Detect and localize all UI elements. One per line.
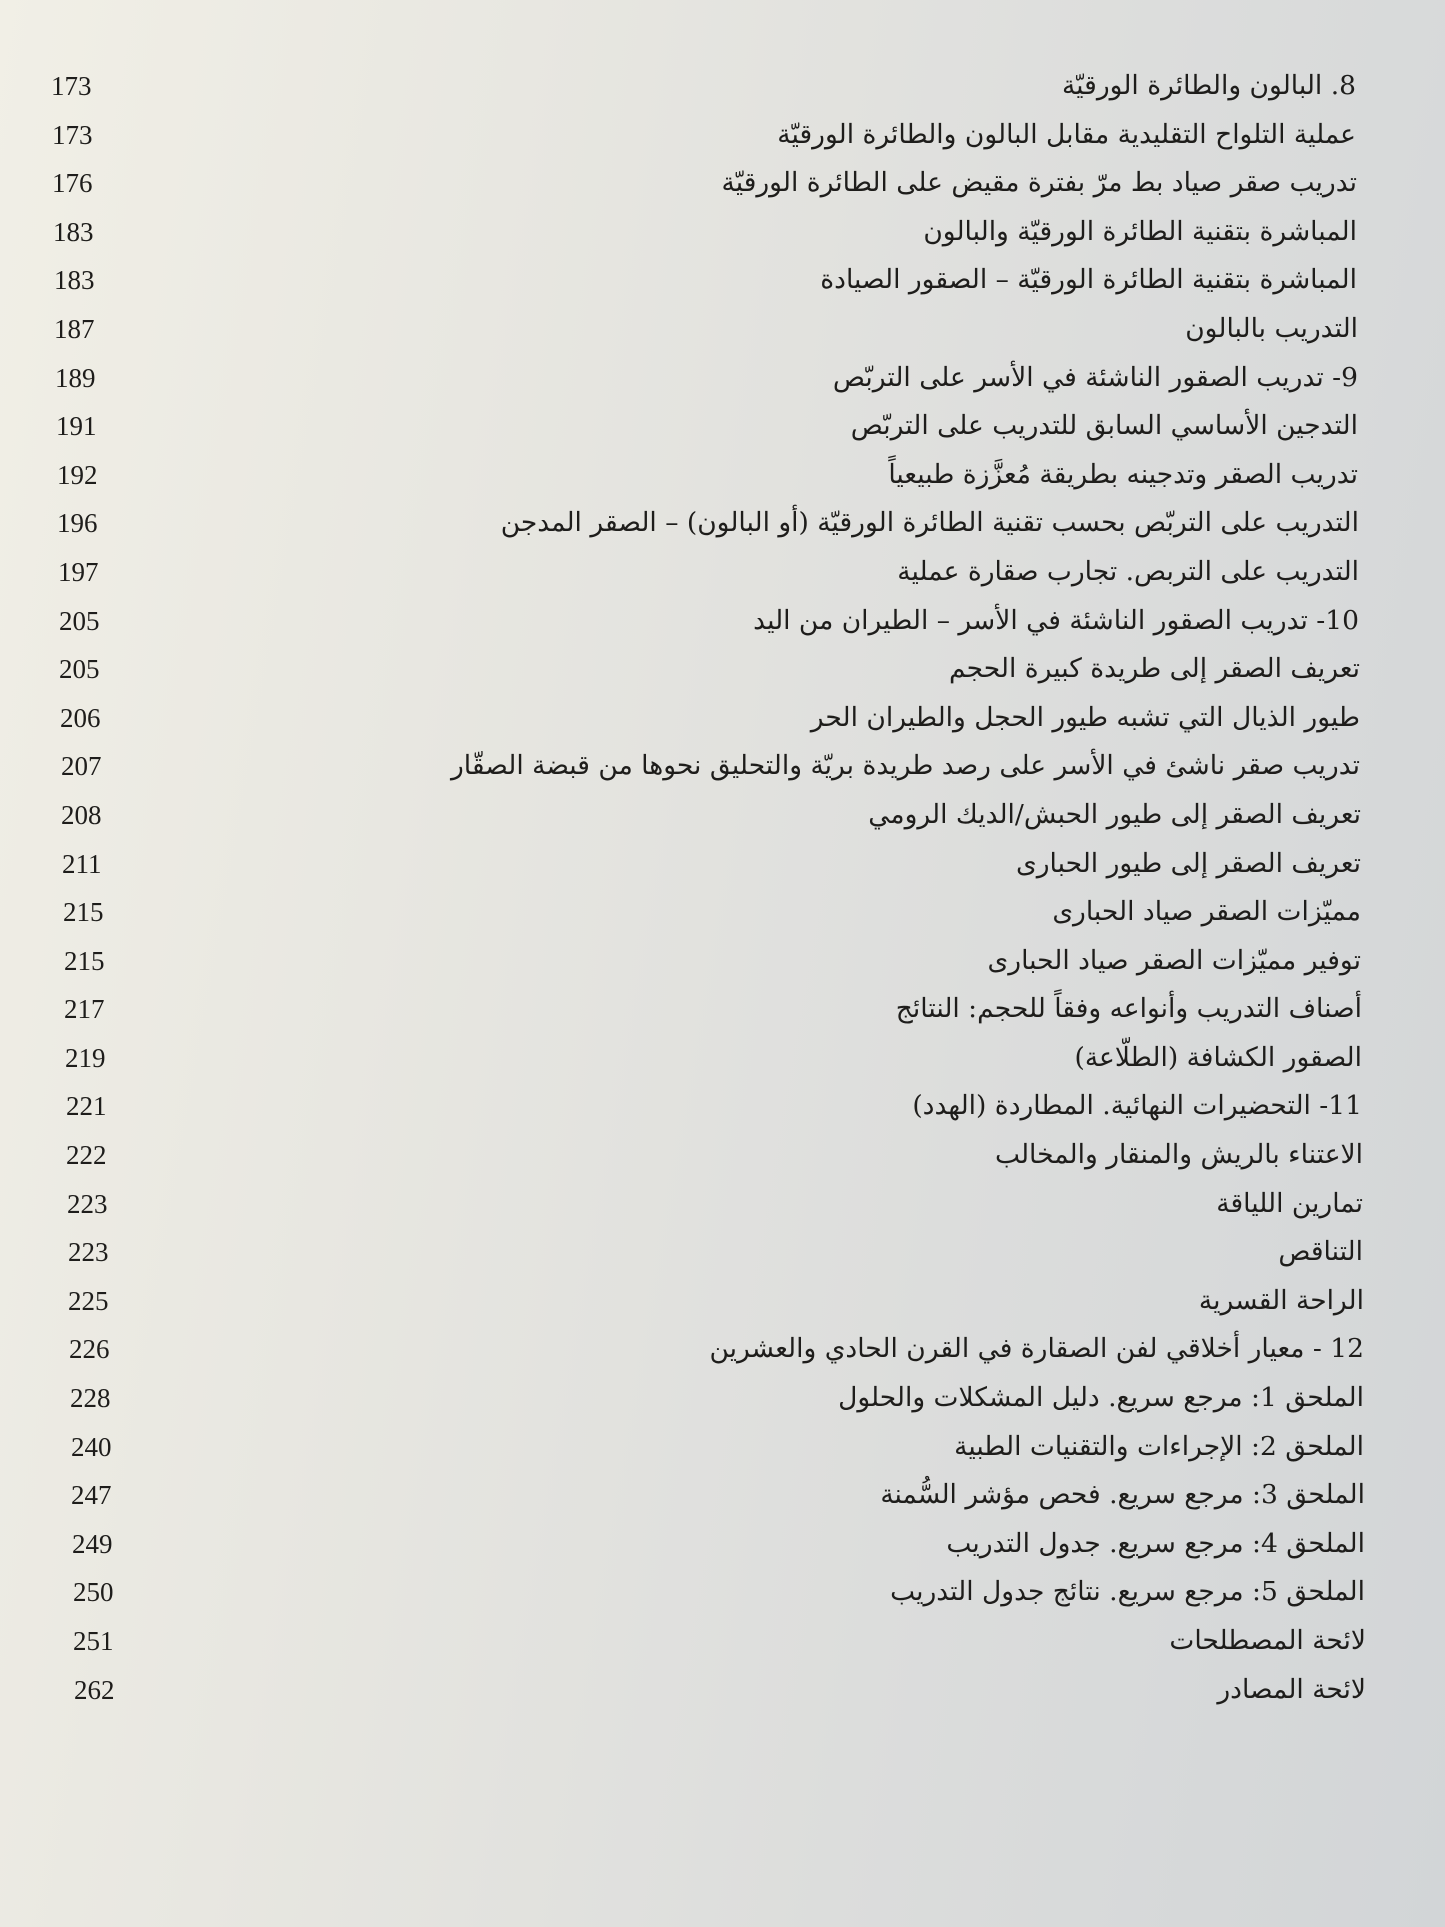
toc-entry-page-number: 240 bbox=[71, 1431, 112, 1462]
toc-entry-title: الصقور الكشافة (الطلّاعة) bbox=[1074, 1041, 1362, 1073]
toc-entry-title: 10- تدريب الصقور الناشئة في الأسر – الطيران من اليد bbox=[753, 604, 1359, 636]
toc-entry-page-number: 173 bbox=[52, 119, 93, 150]
toc-entry-page-number: 249 bbox=[72, 1528, 113, 1559]
toc-entry-page-number: 250 bbox=[73, 1577, 114, 1608]
toc-entry-page-number: 189 bbox=[55, 362, 96, 393]
toc-entry bbox=[40, 305, 1360, 354]
toc-entry-page-number: 208 bbox=[61, 799, 102, 830]
toc-entry-title: تدريب صقر صياد بط مرّ بفترة مقيض على الطائرة الورقيّة bbox=[721, 167, 1357, 199]
toc-entry bbox=[40, 937, 1360, 986]
toc-entry bbox=[40, 1471, 1365, 1520]
toc-entry-title: توفير مميّزات الصقر صياد الحبارى bbox=[987, 944, 1361, 976]
toc-entry-title: عملية التلواح التقليدية مقابل البالون والطائرة الورقيّة bbox=[777, 118, 1356, 150]
toc-entry-title: الملحق 1: مرجع سريع. دليل المشكلات والحلول bbox=[838, 1382, 1364, 1414]
toc-entry-page-number: 225 bbox=[68, 1285, 109, 1316]
toc-entry bbox=[40, 888, 1360, 937]
toc-entry-page-number: 247 bbox=[71, 1480, 112, 1511]
toc-entry-title: التدريب على التربص. تجارب صقارة عملية bbox=[897, 555, 1359, 587]
toc-entry bbox=[40, 1423, 1364, 1472]
toc-entry-page-number: 173 bbox=[51, 71, 92, 101]
toc-entry-page-number: 251 bbox=[73, 1626, 114, 1656]
toc-entry bbox=[40, 597, 1360, 646]
toc-entry bbox=[40, 1325, 1364, 1374]
toc-entry bbox=[40, 1520, 1365, 1569]
toc-entry bbox=[40, 62, 1360, 111]
toc-entry-page-number: 228 bbox=[70, 1383, 111, 1414]
toc-entry-page-number: 215 bbox=[63, 897, 104, 928]
toc-entry bbox=[40, 159, 1360, 208]
toc-entry-title: تمارين اللياقة bbox=[1216, 1187, 1363, 1219]
toc-entry-title: لائحة المصطلحات bbox=[1169, 1625, 1366, 1656]
toc-entry bbox=[40, 1131, 1363, 1180]
toc-entry-page-number: 262 bbox=[74, 1674, 115, 1705]
toc-entry bbox=[40, 354, 1360, 403]
toc-entry bbox=[40, 1666, 1366, 1715]
toc-entry bbox=[40, 208, 1360, 257]
toc-entry bbox=[40, 840, 1360, 889]
toc-entry-title: 12 - معيار أخلاقي لفن الصقارة في القرن الحادي والعشرين bbox=[709, 1333, 1364, 1365]
toc-entry-page-number: 183 bbox=[53, 216, 94, 247]
toc-entry-title: التدريب على التربّص بحسب تقنية الطائرة الورقيّة (أو البالون) – الصقر المدجن bbox=[500, 507, 1359, 539]
toc-entry-page-number: 183 bbox=[54, 265, 95, 296]
toc-entry bbox=[40, 1082, 1360, 1131]
toc-entry-title: تعريف الصقر إلى طيور الحبش/الديك الرومي bbox=[868, 798, 1361, 830]
toc-entry-page-number: 187 bbox=[54, 313, 95, 344]
toc-entry-page-number: 206 bbox=[60, 702, 101, 733]
toc-entry-page-number: 219 bbox=[65, 1042, 106, 1073]
toc-entry-title: الملحق 4: مرجع سريع. جدول التدريب bbox=[946, 1527, 1365, 1559]
toc-entry-title: تعريف الصقر إلى طيور الحبارى bbox=[1016, 847, 1361, 879]
toc-entry-title: تدريب الصقر وتدجينه بطريقة مُعزَّزة طبيعياً bbox=[888, 458, 1358, 490]
toc-entry-title: الملحق 2: الإجراءات والتقنيات الطبية bbox=[954, 1430, 1364, 1462]
toc-entry-page-number: 176 bbox=[52, 168, 93, 199]
toc-entry bbox=[40, 111, 1360, 160]
toc-entry bbox=[40, 402, 1360, 451]
toc-entry-page-number: 205 bbox=[59, 654, 100, 685]
toc-entry bbox=[40, 1180, 1363, 1229]
toc-entry bbox=[40, 548, 1360, 597]
toc-entry bbox=[40, 742, 1360, 791]
toc-entry-page-number: 217 bbox=[64, 994, 105, 1025]
toc-entry-page-number: 211 bbox=[62, 848, 102, 879]
toc-entry-title: 9- تدريب الصقور الناشئة في الأسر على التربّص bbox=[832, 361, 1358, 393]
toc-entry-page-number: 205 bbox=[59, 605, 100, 636]
toc-entry bbox=[40, 256, 1360, 305]
toc-entry bbox=[40, 1034, 1360, 1083]
toc-entry-title: لائحة المصادر bbox=[1217, 1673, 1366, 1705]
toc-entry bbox=[40, 694, 1360, 743]
toc-entry-page-number: 223 bbox=[68, 1237, 109, 1268]
toc-entry-title: المباشرة بتقنية الطائرة الورقيّة والبالون bbox=[923, 215, 1357, 247]
toc-entry bbox=[40, 499, 1360, 548]
toc-entry bbox=[40, 1568, 1365, 1617]
table-of-contents bbox=[40, 62, 1366, 1714]
toc-entry-page-number: 223 bbox=[67, 1188, 108, 1219]
toc-entry-page-number: 191 bbox=[56, 411, 97, 442]
toc-entry-title: التدجين الأساسي السابق للتدريب على التربّص bbox=[850, 410, 1358, 442]
toc-entry-title: الملحق 3: مرجع سريع. فحص مؤشر السُّمنة bbox=[880, 1479, 1365, 1511]
toc-entry-page-number: 196 bbox=[57, 508, 98, 539]
toc-entry-title: تدريب صقر ناشئ في الأسر على رصد طريدة بريّة والتحليق نحوها من قبضة الصقّار bbox=[451, 750, 1360, 782]
toc-entry-title: تعريف الصقر إلى طريدة كبيرة الحجم bbox=[949, 653, 1360, 685]
toc-entry-title: مميّزات الصقر صياد الحبارى bbox=[1052, 896, 1361, 928]
toc-entry bbox=[40, 985, 1360, 1034]
toc-entry-title: المباشرة بتقنية الطائرة الورقيّة – الصقور الصيادة bbox=[820, 264, 1357, 296]
toc-entry-title: أصناف التدريب وأنواعه وفقاً للحجم: النتائج bbox=[895, 993, 1362, 1025]
toc-entry-title: 11- التحضيرات النهائية. المطاردة (الهدد) bbox=[912, 1090, 1362, 1122]
toc-entry bbox=[40, 451, 1360, 500]
toc-entry-page-number: 192 bbox=[57, 459, 98, 490]
toc-entry-title: 8. البالون والطائرة الورقيّة bbox=[1061, 70, 1356, 101]
toc-entry-title: التناقص bbox=[1278, 1236, 1363, 1268]
toc-entry bbox=[40, 791, 1360, 840]
toc-entry-page-number: 197 bbox=[58, 556, 99, 587]
toc-entry-title: التدريب بالبالون bbox=[1185, 312, 1358, 344]
toc-entry-title: الملحق 5: مرجع سريع. نتائج جدول التدريب bbox=[890, 1576, 1365, 1608]
toc-entry bbox=[40, 1277, 1364, 1326]
toc-entry-title: الراحة القسرية bbox=[1198, 1284, 1364, 1316]
toc-entry bbox=[40, 645, 1360, 694]
toc-entry-title: الاعتناء بالريش والمنقار والمخالب bbox=[994, 1139, 1363, 1171]
toc-entry-title: طيور الذيال التي تشبه طيور الحجل والطيران الحر bbox=[810, 701, 1360, 733]
toc-entry-page-number: 226 bbox=[69, 1334, 110, 1365]
toc-entry bbox=[40, 1617, 1366, 1666]
toc-entry-page-number: 221 bbox=[66, 1091, 107, 1122]
toc-entry-page-number: 215 bbox=[64, 945, 105, 976]
toc-entry bbox=[40, 1374, 1364, 1423]
toc-entry bbox=[40, 1228, 1363, 1277]
toc-entry-page-number: 207 bbox=[61, 751, 102, 782]
toc-entry-page-number: 222 bbox=[66, 1140, 107, 1171]
